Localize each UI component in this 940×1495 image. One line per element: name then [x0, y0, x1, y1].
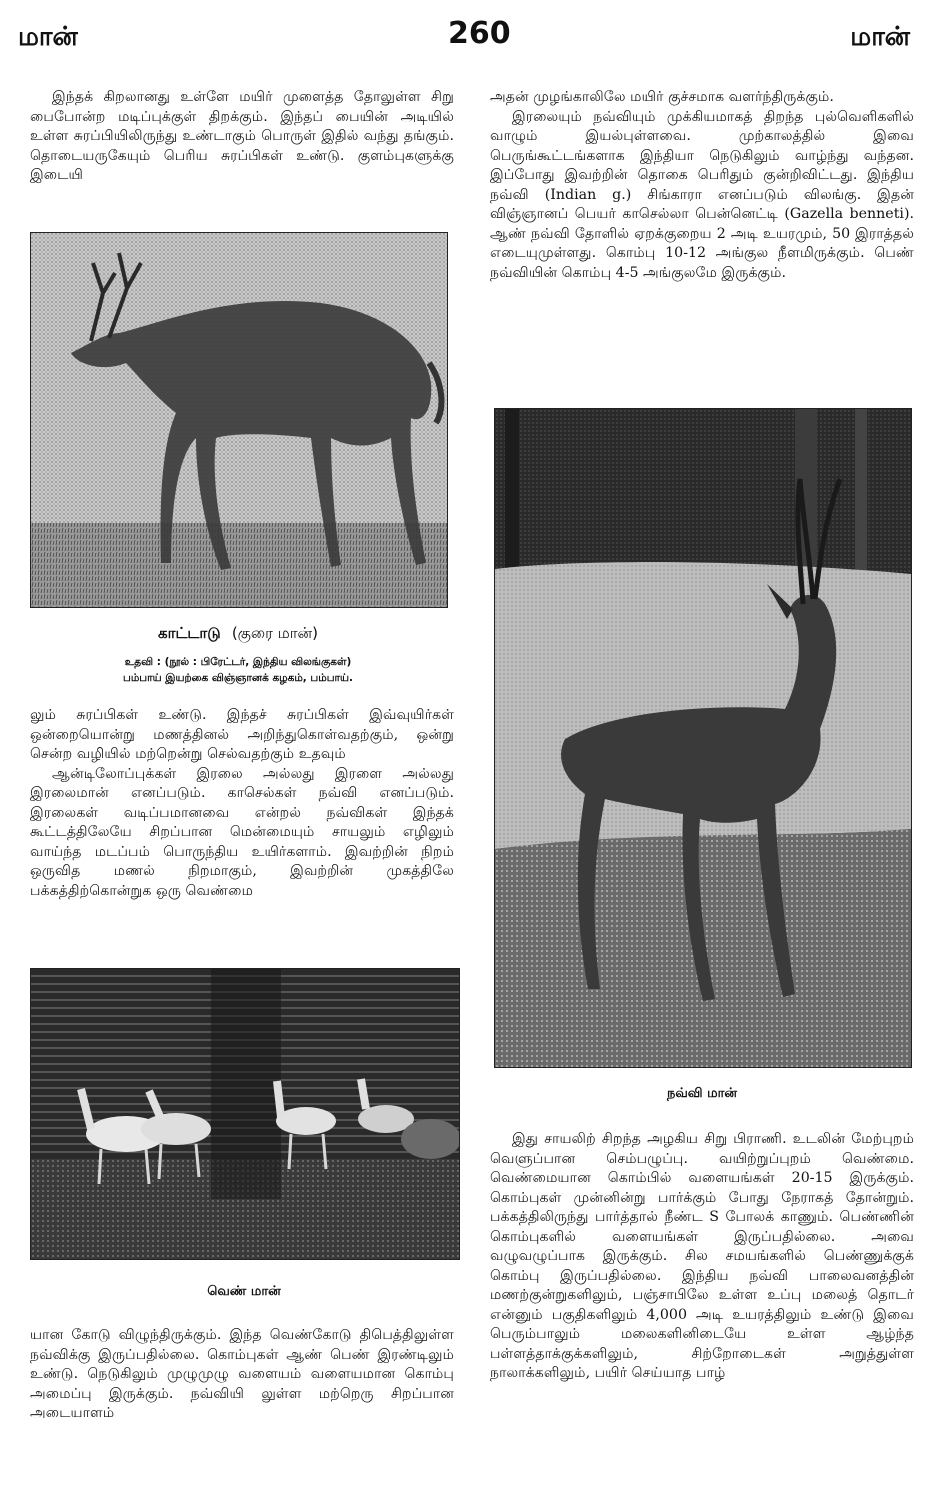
white-deer-caption: வெண் மான்: [207, 1284, 281, 1299]
white-deer-image: [31, 969, 459, 1259]
barking-deer-photo: [30, 232, 448, 608]
running-header-left: மான்: [18, 22, 78, 52]
paragraph: இரலையும் நவ்வியும் முக்கியமாகத் திறந்த புல்வெளிகளில் வாழும் இயல்புள்ளவை. முற்காலத்தில் இவை பெருங்கூட்டங்களாக இந்தியா நெடுகிலும் வாழ்ந்து வந்தன. இப்போது இவற்றின் தொகை பெரிதும் குன்றிவிட்டது. இந்திய நவ்வி (Indian g.) சிங்காரா எனப்படும் விலங்கு. இதன் விஞ்ஞானப் பெயர் காசெல்லா பென்னெட்டி (Gazella benneti). ஆண் நவ்வி தோளில் ஏறக்குறைய 2 அடி உயரமும், 50 இராத்தல் எடையுமுள்ளது. கொம்பு 10-12 அங்குல நீளமிருக்கும். பெண் நவ்வியின் கொம்பு 4-5 அங்குலமே இருக்கும்.: [490, 108, 914, 281]
gazelle-caption: நவ்வி மான்: [667, 1086, 737, 1101]
credit-line: உதவி : (நூல் : பிரேட்டர், இந்திய விலங்குகள்): [124, 656, 352, 668]
caption-paren: (குரை மான்): [231, 624, 318, 642]
page-number: 260: [448, 16, 511, 51]
paragraph: ஆன்டிலோப்புக்கள் இரலை அல்லது இரளை அல்லது இரலைமான் எனப்படும். காசெல்கள் நவ்வி எனப்படும். இரலைகள் வடிப்பமானவை என்றல் நவ்விகள் இந்தக் கூட்டத்திலேயே சிறப்பான மென்மையும் சாயலும் எழிலும் வாய்ந்த மடப்பம் பொருந்திய உயிர்களாம். இவற்றின் நிறம் ஒருவித மணல் நிறமாகும், இவற்றின் முகத்திலே பக்கத்திற்கொன்றுக ஒரு வெண்மை: [30, 765, 454, 899]
white-deer-photo: [30, 968, 460, 1260]
paragraph: இந்தக் கிறலானது உள்ளே மயிர் முளைத்த தோலுள்ள சிறு பைபோன்ற மடிப்புக்குள் திறக்கும். இந்தப் பையின் அடியில் உள்ள சுரப்பியிலிருந்து உண்டாகும் பொருள் இதில் வந்து தங்கும். தொடையருகேயும் பெரிய சுரப்பிகள் உண்டு. குளம்புகளுக்கு இடையி: [30, 89, 454, 183]
col1-middle-text: [30, 706, 454, 901]
paragraph: இது சாயலிற் சிறந்த அழகிய சிறு பிராணி. உடலின் மேற்புறம் வெளுப்பான செம்பழுப்பு. வயிற்றுப்புறம் வெண்மை. வெண்மையான கொம்பில் வளையங்கள் 20-15 இருக்கும். கொம்புகள் முன்னின்று பார்க்கும் போது நேராகத் தோன்றும். பக்கத்திலிருந்து பார்த்தால் நீண்ட S போலக் காணும். பெண்ணின் கொம்புகளில் வளையங்கள் இருப்பதில்லை. அவை வழுவழுப்பாக இருக்கும். சில சமயங்களில் பெண்ணுக்குக் கொம்பு இருப்பதில்லை. இந்திய நவ்வி பாலைவனத்தின் மணற்குன்றுகளிலும், பஞ்சாபிலே உள்ள உப்பு மலைத் தொடர் என்னும் பகுதிகளிலும் 4,000 அடி உயரத்திலும் உண்டு இவை பெரும்பாலும் மலைகளினிடையே உள்ள ஆழ்ந்த பள்ளத்தாக்குக்களிலும், சிற்றோடைகள் அறுத்துள்ள நாலாக்களிலும், பயிர் செய்யாத பாழ்: [490, 1131, 914, 1381]
col2-top-text: [490, 88, 914, 283]
paragraph: அதன் முழங்காலிலே மயிர் குச்சமாக வளர்ந்திருக்கும்.: [490, 89, 834, 105]
gazelle-photo: [494, 408, 912, 1068]
barking-deer-caption: [30, 624, 446, 644]
gazelle-image: [495, 409, 911, 1067]
caption-main: காட்டாடு: [158, 624, 221, 642]
col1-bottom-text: [30, 1326, 454, 1424]
photo-credit: [30, 654, 446, 686]
barking-deer-image: [31, 233, 447, 607]
col2-bottom-text: [490, 1130, 914, 1384]
credit-line: பம்பாய் இயற்கை விஞ்ஞானக் கழகம், பம்பாய்.: [123, 672, 353, 684]
running-header-right: மான்: [850, 22, 910, 52]
col1-top-text: [30, 88, 454, 186]
paragraph: லும் சுரப்பிகள் உண்டு. இந்தச் சுரப்பிகள் இவ்வுயிர்கள் ஒன்றையொன்று மணத்தினல் அறிந்துகொள்வதற்கும், ஒன்று சென்ற வழியில் மற்றென்று செல்வதற்கும் உதவும்: [30, 707, 454, 762]
paragraph: யான கோடு விழுந்திருக்கும். இந்த வெண்கோடு திபெத்திலுள்ள நவ்விக்கு இருப்பதில்லை. கொம்புகள் ஆண் பெண் இரண்டிலும் உண்டு. நெடுகிலும் முழுமுழு வளையம் வளையமான கொம்பு அமைப்பு இருக்கும். நவ்வியி லுள்ள மற்றெரு சிறப்பான அடையாளம்: [30, 1327, 454, 1421]
